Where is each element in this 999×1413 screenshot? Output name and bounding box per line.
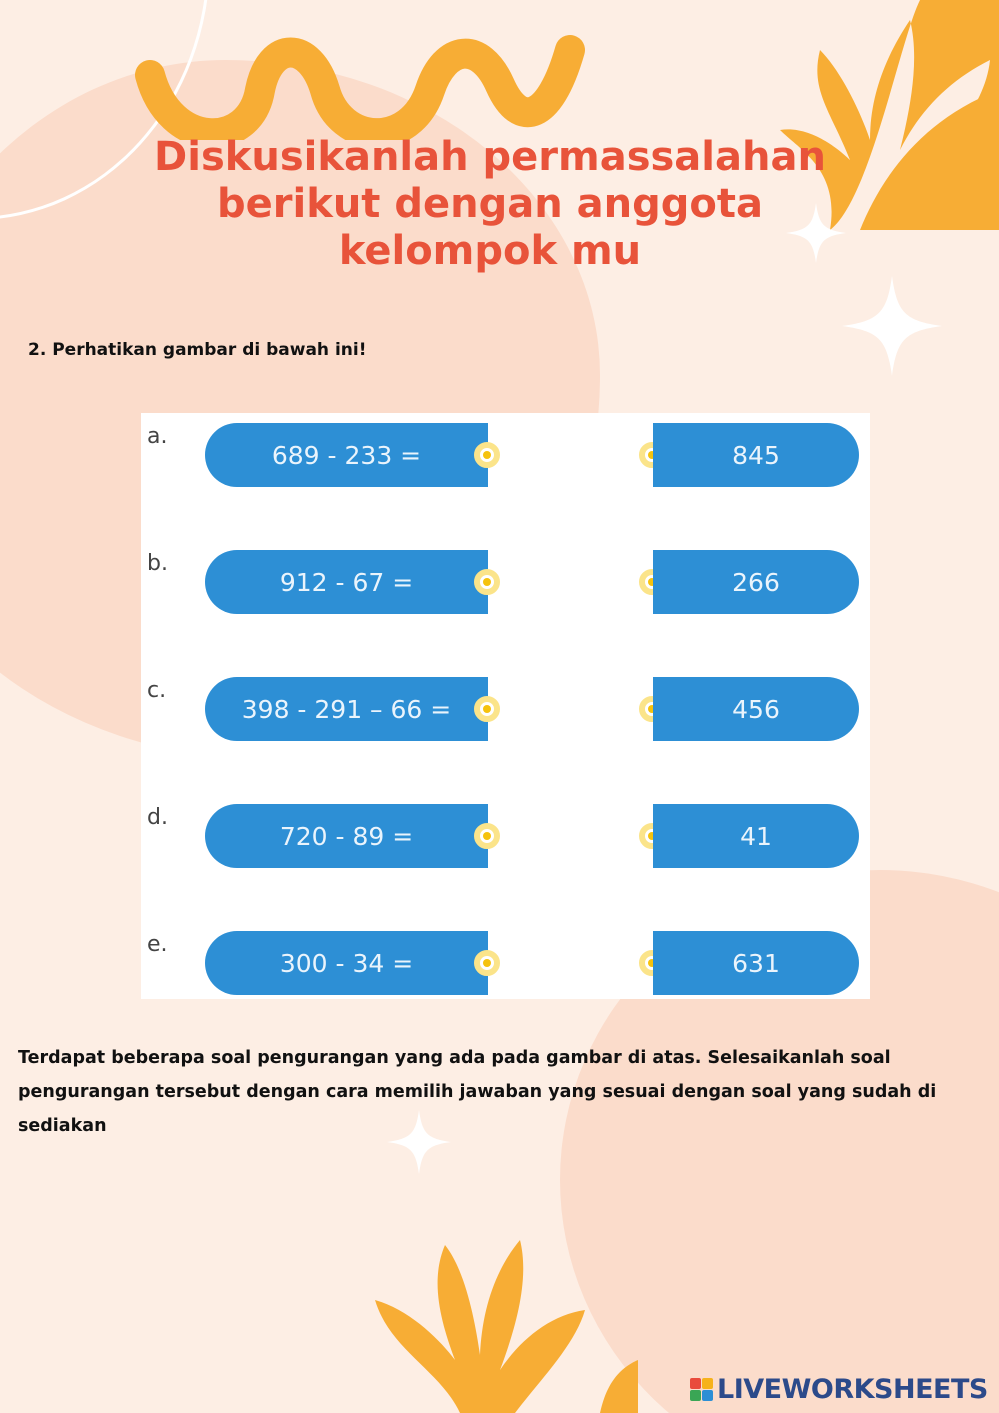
page-title bbox=[120, 134, 860, 275]
match-dot-left[interactable] bbox=[474, 569, 500, 595]
squiggle-decoration-icon bbox=[130, 30, 600, 140]
problem-pill: 720 - 89 = bbox=[205, 804, 488, 868]
problem-pill: 300 - 34 = bbox=[205, 931, 488, 995]
answer-pill: 456 bbox=[653, 677, 859, 741]
logo-text: LIVEWORKSHEETS bbox=[717, 1373, 988, 1405]
matching-panel bbox=[141, 413, 870, 999]
matching-row bbox=[141, 799, 870, 865]
answer-pill: 631 bbox=[653, 931, 859, 995]
matching-row bbox=[141, 926, 870, 992]
title-line: Diskusikanlah permassalahan bbox=[154, 134, 826, 180]
question-text: 2. Perhatikan gambar di bawah ini! bbox=[28, 340, 367, 360]
matching-row bbox=[141, 418, 870, 484]
row-letter: d. bbox=[147, 805, 168, 830]
match-dot-left[interactable] bbox=[474, 950, 500, 976]
problem-pill: 689 - 233 = bbox=[205, 423, 488, 487]
liveworksheets-logo[interactable] bbox=[690, 1372, 988, 1406]
instructions-text: Terdapat beberapa soal pengurangan yang ada pada gambar di atas. Selesaikanlah soal pengurangan tersebut dengan cara memilih jawaban yang sesuai dengan soal yang sudah di sediakan bbox=[18, 1048, 937, 1136]
match-dot-left[interactable] bbox=[474, 442, 500, 468]
answer-pill: 41 bbox=[653, 804, 859, 868]
match-dot-left[interactable] bbox=[474, 823, 500, 849]
problem-pill: 912 - 67 = bbox=[205, 550, 488, 614]
problem-pill: 398 - 291 – 66 = bbox=[205, 677, 488, 741]
answer-pill: 845 bbox=[653, 423, 859, 487]
title-line: kelompok mu bbox=[338, 228, 642, 274]
match-dot-left[interactable] bbox=[474, 696, 500, 722]
row-letter: b. bbox=[147, 551, 168, 576]
leaf-decoration-icon bbox=[370, 1230, 640, 1413]
matching-row bbox=[141, 545, 870, 611]
row-letter: a. bbox=[147, 424, 168, 449]
answer-pill: 266 bbox=[653, 550, 859, 614]
title-line: berikut dengan anggota bbox=[217, 181, 763, 227]
row-letter: e. bbox=[147, 932, 168, 957]
matching-row bbox=[141, 672, 870, 738]
row-letter: c. bbox=[147, 678, 167, 703]
liveworksheets-logo-icon bbox=[690, 1378, 713, 1401]
sparkle-icon bbox=[842, 276, 942, 376]
